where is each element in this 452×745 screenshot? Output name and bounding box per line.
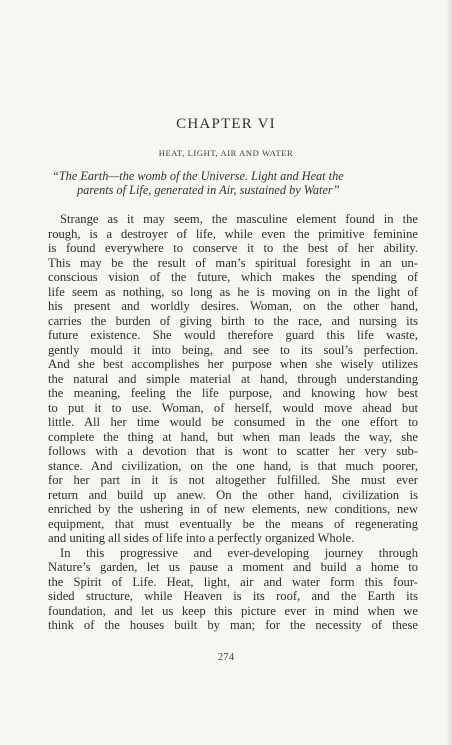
text-line: equipment, that must eventually be the means of regenerating [48,516,418,531]
paragraph [48,212,418,546]
paragraph [48,546,418,633]
text-line: enriched by the ushering in of new elements, new conditions, new [48,502,418,516]
chapter-title: CHAPTER VI [176,116,276,132]
text-line: sided structure, while Heaven is its roof, and the Earth its [48,589,418,603]
page-number: 274 [217,651,235,663]
text-line: future existence. She would therefore guard this life waste, [48,328,418,342]
text-line: little. All her time would be consumed in the one effort to [48,415,418,429]
text-line: stance. And civilization, on the one hand, is that much poorer, [48,458,418,473]
text-line: his present and worldly desires. Woman, on the other hand, [48,299,418,313]
text-line: carries the burden of giving birth to the race, and nursing its [48,313,418,328]
chapter-subtitle: HEAT, LIGHT, AIR AND WATER [158,148,294,158]
text-line: complete the thing at hand, but when man leads the way, she [48,429,418,444]
text-line: the Spirit of Life. Heat, light, air and water form this four- [48,574,418,589]
text-line: follows with a devotion that is wont to scatter her very sub- [48,444,418,458]
text-line: think of the houses built by man; for the necessity of these [48,618,418,632]
page-edge-shadow [446,0,452,745]
text-line: the natural and simple material at hand, through understanding [48,371,418,386]
text-line: life seem as nothing, so long as he is moving on in the light of [48,284,418,299]
text-line: rough, is a destroyer of life, while even the primitive feminine [48,226,418,241]
text-line: is found everywhere to conserve it to the best of her ability. [48,241,418,255]
text-line: to put it to use. Woman, of herself, would move ahead but [48,400,418,415]
text-line: Nature’s garden, let us pause a moment and build a home to [48,560,418,574]
text-line: and uniting all sides of life into a perfectly organized Whole. [48,531,355,545]
text-line: foundation, and let us keep this picture ever in mind when we [48,603,418,618]
text-line: gently mould it into being, and see to its soul’s perfection. [48,342,418,357]
text-line: return and build up anew. On the other hand, civilization is [48,487,418,502]
text-line: Strange as it may seem, the masculine element found in the [60,212,418,226]
epigraph [52,169,410,197]
text-line: This may be the result of man’s spiritual foresight in an un- [48,255,418,270]
text-line: And she best accomplishes her purpose when she wisely utilizes [48,357,418,371]
text-line: In this progressive and ever-developing journey through [60,545,418,560]
body-text [48,212,418,633]
text-line: for her part in it is not altogether fulfilled. She must ever [48,473,418,487]
text-line: the meaning, feeling the life purpose, and knowing how best [48,386,418,400]
text-line: conscious vision of the future, which makes the spending of [48,270,418,284]
epigraph-line: parents of Life, generated in Air, sustained by Water” [77,183,340,197]
epigraph-line: “The Earth—the womb of the Universe. Light and Heat the [52,169,344,183]
